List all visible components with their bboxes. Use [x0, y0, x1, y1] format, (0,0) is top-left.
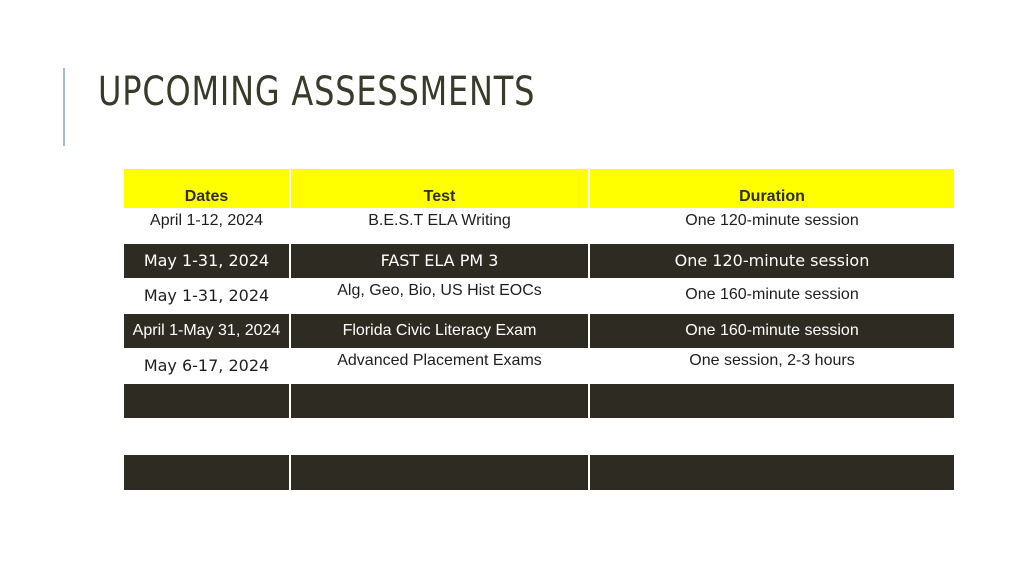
- cell-test: FAST ELA PM 3: [290, 243, 589, 278]
- table-row: [124, 348, 954, 383]
- cell-duration: [589, 455, 954, 490]
- cell-dates: May 1-31, 2024: [124, 278, 290, 313]
- cell-test: [290, 418, 589, 455]
- header-duration: Duration: [589, 169, 954, 208]
- table-row: [124, 418, 954, 455]
- cell-duration: One 160-minute session: [589, 278, 954, 313]
- cell-duration: One 120-minute session: [589, 243, 954, 278]
- cell-dates: April 1-May 31, 2024: [124, 313, 290, 348]
- cell-duration: One 120-minute session: [589, 208, 954, 243]
- cell-duration: [589, 383, 954, 418]
- cell-duration: [589, 418, 954, 455]
- cell-test: Florida Civic Literacy Exam: [290, 313, 589, 348]
- cell-dates: [124, 383, 290, 418]
- title-accent-bar: [63, 68, 65, 146]
- slide-title: UPCOMING ASSESSMENTS: [98, 69, 536, 115]
- table-header-row: [124, 169, 954, 208]
- cell-dates: April 1-12, 2024: [124, 208, 290, 243]
- cell-test: [290, 383, 589, 418]
- cell-dates: [124, 418, 290, 455]
- cell-test: Alg, Geo, Bio, US Hist EOCs: [290, 278, 589, 313]
- table-row: [124, 383, 954, 418]
- header-dates: Dates: [124, 169, 290, 208]
- cell-test: B.E.S.T ELA Writing: [290, 208, 589, 243]
- table-row: [124, 313, 954, 348]
- table-row: [124, 278, 954, 313]
- cell-duration: One 160-minute session: [589, 313, 954, 348]
- cell-dates: [124, 455, 290, 490]
- cell-test: [290, 455, 589, 490]
- cell-test: Advanced Placement Exams: [290, 348, 589, 383]
- cell-dates: May 1-31, 2024: [124, 243, 290, 278]
- assessments-table: [124, 169, 954, 490]
- cell-dates: May 6-17, 2024: [124, 348, 290, 383]
- header-test: Test: [290, 169, 589, 208]
- table-row: [124, 243, 954, 278]
- table-row: [124, 455, 954, 490]
- cell-duration: One session, 2-3 hours: [589, 348, 954, 383]
- table-row: [124, 208, 954, 243]
